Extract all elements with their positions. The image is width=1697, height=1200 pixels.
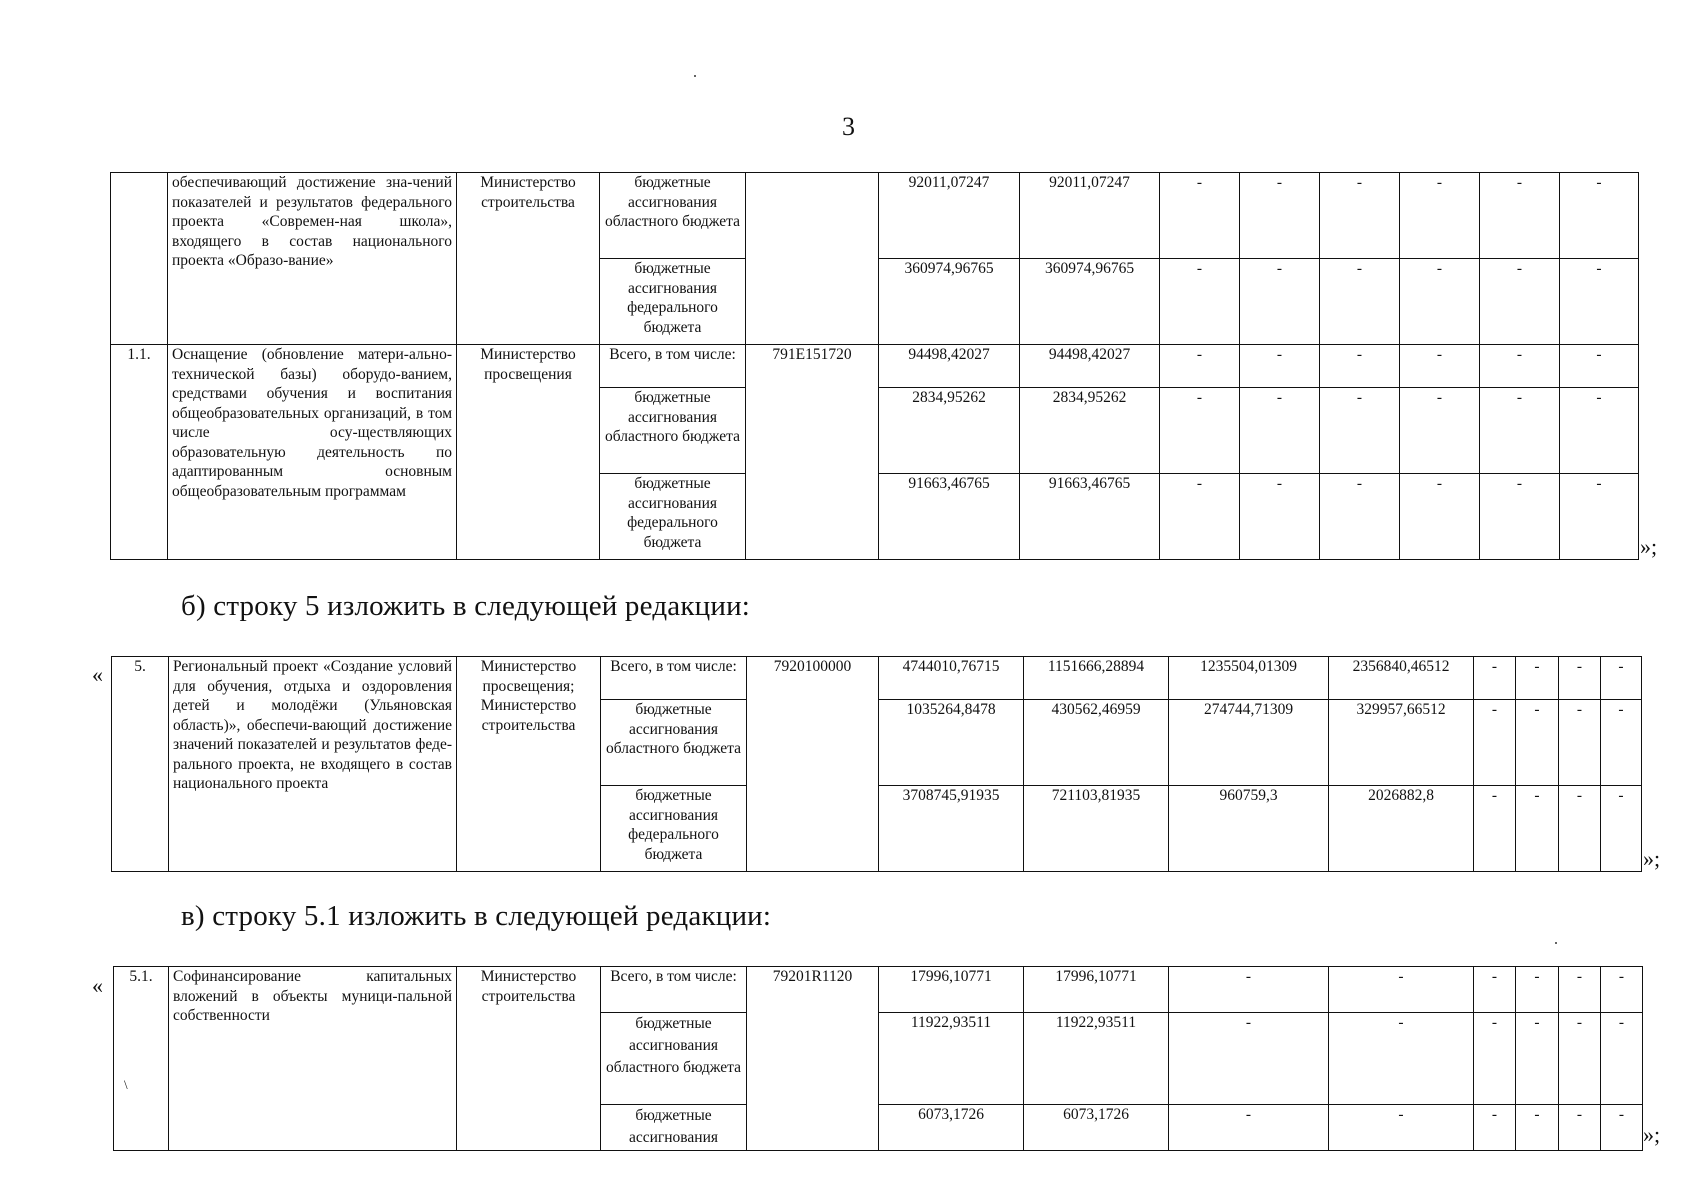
- value-total: 92011,07247: [879, 173, 1020, 259]
- value-total: 94498,42027: [879, 345, 1020, 388]
- funding-source: бюджетные ассигнования областного бюджета: [601, 700, 747, 786]
- row-code: 7920100000: [747, 657, 879, 872]
- empty-value: -: [1240, 345, 1320, 388]
- value-year: 430562,46959: [1024, 700, 1169, 786]
- funding-source: бюджетные ассигнования федерального бюджета: [600, 474, 746, 560]
- empty-value: -: [1560, 173, 1639, 259]
- funding-source: Всего, в том числе:: [601, 967, 747, 1013]
- row-name: Софинансирование капитальных вложений в объекты муници-пальной собственности: [169, 967, 457, 1151]
- value-total: 6073,1726: [879, 1105, 1024, 1151]
- empty-value: -: [1474, 1105, 1516, 1151]
- value-year: -: [1329, 967, 1474, 1013]
- empty-value: -: [1160, 474, 1240, 560]
- value-year: 91663,46765: [1020, 474, 1160, 560]
- empty-value: -: [1559, 786, 1601, 872]
- value-year: 1151666,28894: [1024, 657, 1169, 700]
- empty-value: -: [1516, 1105, 1559, 1151]
- value-year: 17996,10771: [1024, 967, 1169, 1013]
- row-number: 5.: [112, 657, 169, 872]
- value-total: 2834,95262: [879, 388, 1020, 474]
- row-name: обеспечивающий достижение зна-чений показателей и результатов федерального проекта «Современ-ная школа», входящего в состав национального проекта «Образо-вание»: [168, 173, 457, 345]
- value-total: 17996,10771: [879, 967, 1024, 1013]
- value-year: 721103,81935: [1024, 786, 1169, 872]
- closing-quote: »;: [1643, 1122, 1661, 1147]
- table-row: [111, 345, 1639, 388]
- value-total: 11922,93511: [879, 1013, 1024, 1105]
- row-code: [746, 173, 879, 345]
- funding-source: бюджетные ассигнования федерального бюджета: [601, 786, 747, 872]
- value-year: 2026882,8: [1329, 786, 1474, 872]
- value-total: 1035264,8478: [879, 700, 1024, 786]
- empty-value: -: [1400, 388, 1480, 474]
- empty-value: -: [1400, 474, 1480, 560]
- table-row-5: [111, 656, 1642, 872]
- value-year: -: [1329, 1013, 1474, 1105]
- row-number: 1.1.: [111, 345, 168, 560]
- value-year: 2834,95262: [1020, 388, 1160, 474]
- empty-value: -: [1516, 700, 1559, 786]
- empty-value: -: [1474, 700, 1516, 786]
- empty-value: -: [1516, 1013, 1559, 1105]
- empty-value: -: [1480, 388, 1560, 474]
- value-year: 92011,07247: [1020, 173, 1160, 259]
- empty-value: -: [1400, 259, 1480, 345]
- empty-value: -: [1560, 259, 1639, 345]
- empty-value: -: [1160, 388, 1240, 474]
- value-year: -: [1329, 1105, 1474, 1151]
- empty-value: -: [1480, 474, 1560, 560]
- empty-value: -: [1560, 474, 1639, 560]
- value-total: 4744010,76715: [879, 657, 1024, 700]
- empty-value: -: [1601, 657, 1642, 700]
- value-year: 6073,1726: [1024, 1105, 1169, 1151]
- value-year: 360974,96765: [1020, 259, 1160, 345]
- empty-value: -: [1320, 474, 1400, 560]
- row-executor: Министерство просвещения; Министерство строительства: [457, 657, 601, 872]
- empty-value: -: [1240, 388, 1320, 474]
- empty-value: -: [1400, 173, 1480, 259]
- empty-value: -: [1516, 657, 1559, 700]
- closing-quote: »;: [1640, 534, 1658, 559]
- stray-mark: [694, 75, 696, 77]
- empty-value: -: [1480, 259, 1560, 345]
- table-continuation: [110, 172, 1639, 560]
- value-year: -: [1169, 967, 1329, 1013]
- value-year: 274744,71309: [1169, 700, 1329, 786]
- empty-value: -: [1601, 1105, 1643, 1151]
- row-number: [111, 173, 168, 345]
- empty-value: -: [1320, 388, 1400, 474]
- row-code: 79201R1120: [747, 967, 879, 1151]
- empty-value: -: [1516, 967, 1559, 1013]
- empty-value: -: [1559, 700, 1601, 786]
- value-year: 329957,66512: [1329, 700, 1474, 786]
- empty-value: -: [1240, 259, 1320, 345]
- funding-source: Всего, в том числе:: [600, 345, 746, 388]
- empty-value: -: [1559, 967, 1601, 1013]
- value-total: 3708745,91935: [879, 786, 1024, 872]
- row-executor: Министерство строительства: [457, 967, 601, 1151]
- stray-mark: \: [124, 1077, 128, 1092]
- page-number: 3: [842, 112, 855, 141]
- value-year: 2356840,46512: [1329, 657, 1474, 700]
- row-number: [114, 967, 169, 1151]
- opening-quote: «: [92, 662, 103, 687]
- empty-value: -: [1601, 1013, 1643, 1105]
- empty-value: -: [1559, 1105, 1601, 1151]
- empty-value: -: [1560, 388, 1639, 474]
- funding-source: бюджетные ассигнования областного бюджета: [600, 388, 746, 474]
- empty-value: -: [1480, 173, 1560, 259]
- empty-value: -: [1474, 967, 1516, 1013]
- empty-value: -: [1474, 786, 1516, 872]
- value-year: 1235504,01309: [1169, 657, 1329, 700]
- value-total: 91663,46765: [879, 474, 1020, 560]
- funding-source: бюджетные ассигнования областного бюджета: [601, 1013, 747, 1105]
- closing-quote: »;: [1643, 846, 1661, 871]
- empty-value: -: [1160, 345, 1240, 388]
- empty-value: -: [1601, 700, 1642, 786]
- empty-value: -: [1240, 474, 1320, 560]
- value-year: -: [1169, 1013, 1329, 1105]
- empty-value: -: [1474, 1013, 1516, 1105]
- table-row-5-1: [113, 966, 1643, 1151]
- empty-value: -: [1320, 259, 1400, 345]
- section-heading-b: б) строку 5 изложить в следующей редакции:: [181, 590, 751, 622]
- funding-source: бюджетные ассигнования федерального бюджета: [600, 259, 746, 345]
- funding-source: бюджетные ассигнования областного бюджета: [600, 173, 746, 259]
- table-row: [114, 967, 1643, 1013]
- empty-value: -: [1601, 786, 1642, 872]
- empty-value: -: [1400, 345, 1480, 388]
- empty-value: -: [1320, 345, 1400, 388]
- value-year: 960759,3: [1169, 786, 1329, 872]
- stray-mark: [1555, 942, 1557, 944]
- empty-value: -: [1320, 173, 1400, 259]
- empty-value: -: [1240, 173, 1320, 259]
- empty-value: -: [1560, 345, 1639, 388]
- value-total: 360974,96765: [879, 259, 1020, 345]
- table-row: [111, 173, 1639, 259]
- funding-source: бюджетные ассигнования: [601, 1105, 747, 1151]
- empty-value: -: [1480, 345, 1560, 388]
- empty-value: -: [1474, 657, 1516, 700]
- row-name: Оснащение (обновление матери-ально-технической базы) оборудо-ванием, средствами обучения и воспитания общеобразовательных организаций, в том числе осу-ществляющих образовательную деятельность по адаптированным основным общеобразовательным программам: [168, 345, 457, 560]
- table-row: [112, 657, 1642, 700]
- value-year: -: [1169, 1105, 1329, 1151]
- empty-value: -: [1516, 786, 1559, 872]
- row-name: Региональный проект «Создание условий для обучения, отдыха и оздоровления детей и молодёжи (Ульяновская область)», обеспечи-вающий достижение значений показателей и результатов феде-рального проекта, не входящего в состав национального проекта: [169, 657, 457, 872]
- value-year: 11922,93511: [1024, 1013, 1169, 1105]
- empty-value: -: [1559, 657, 1601, 700]
- empty-value: -: [1160, 259, 1240, 345]
- empty-value: -: [1559, 1013, 1601, 1105]
- section-heading-v: в) строку 5.1 изложить в следующей редакции:: [181, 900, 772, 932]
- opening-quote: «: [92, 973, 103, 998]
- row-executor: Министерство просвещения: [457, 345, 600, 560]
- row-executor: Министерство строительства: [457, 173, 600, 345]
- row-code: 791E151720: [746, 345, 879, 560]
- value-year: 94498,42027: [1020, 345, 1160, 388]
- empty-value: -: [1160, 173, 1240, 259]
- funding-source: Всего, в том числе:: [601, 657, 747, 700]
- empty-value: -: [1601, 967, 1643, 1013]
- row-number-text: 5.1.: [129, 968, 153, 985]
